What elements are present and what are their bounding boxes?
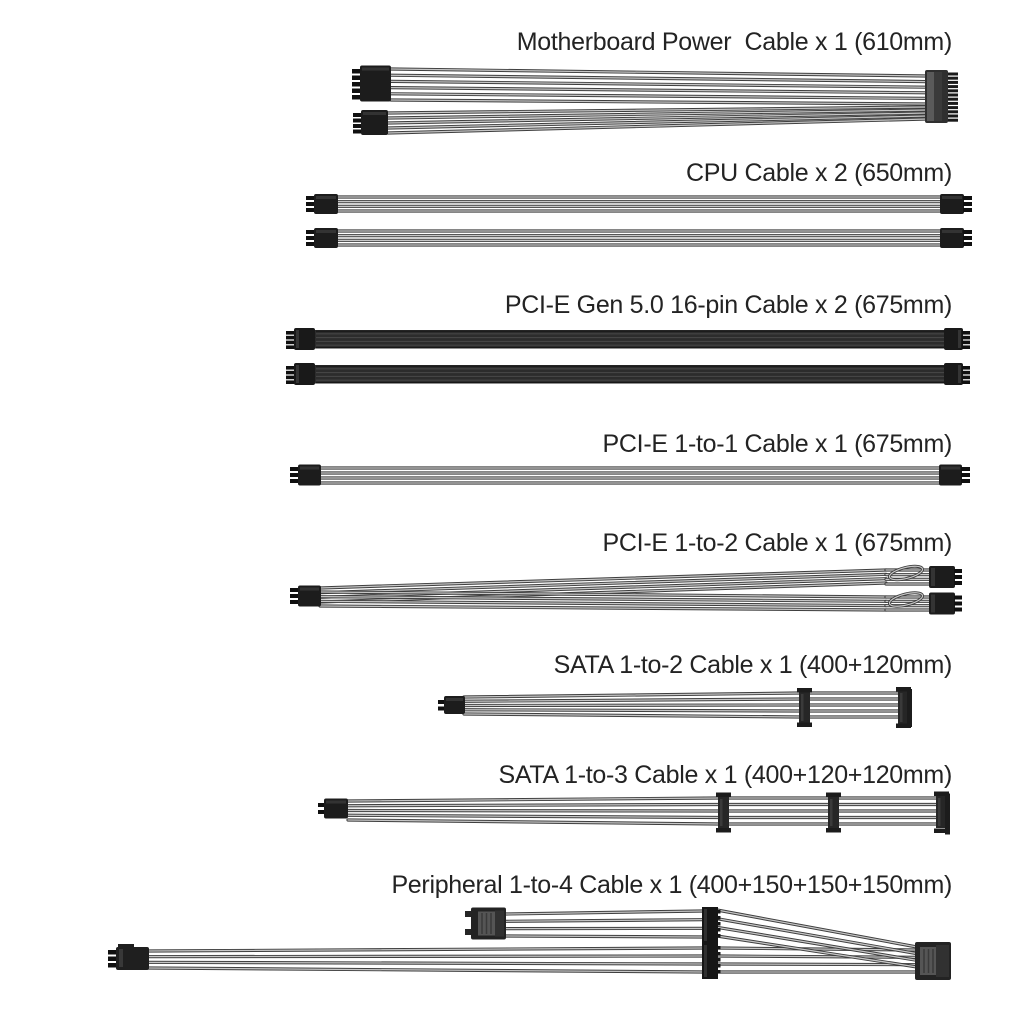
cable-wire [464,705,800,706]
wire-bundle [505,911,703,937]
label-motherboard-power-cable: Motherboard Power Cable x 1 (610mm) [516,28,952,56]
sata-connector-end [934,792,950,835]
sata-connector-mid-2 [826,793,841,833]
inline-connector-upper [702,907,721,943]
cable-wire [147,956,703,957]
molex-connector-end [915,942,951,980]
connector-8pin-right-2 [940,228,972,248]
connector-16pin-right-1 [944,328,970,350]
connector-psu-side-left [108,944,149,970]
connector-8pin-right [939,465,970,486]
connector-psu-side-left [438,696,465,714]
pcie-1to1-cable-art [290,465,970,486]
wire-bundle [729,798,829,824]
wire-bundle [388,107,927,133]
sleeved-ribbon-2 [314,365,946,384]
connector-24pin-right [925,70,958,123]
label-pcie-1to1-cable: PCI-E 1-to-1 Cable x 1 (675mm) [602,430,952,458]
label-peripheral-1to4-cable: Peripheral 1-to-4 Cable x 1 (400+150+150+150mm) [391,871,952,899]
label-pcie-1to2-cable: PCI-E 1-to-2 Cable x 1 (675mm) [602,529,952,557]
connector-psu-side-left [318,799,348,819]
motherboard-power-cable-art [352,66,958,136]
wire-bundle [147,948,703,972]
wire-bundle [809,693,899,717]
peripheral-1to4-cable-art [108,907,951,980]
cpu-cable-art [306,194,972,248]
sata-connector-mid-1 [716,793,731,833]
cable-wire [391,94,927,99]
wire-bundle [337,231,941,245]
connector-16pin-left-2 [286,363,315,385]
molex-connector-top [465,908,506,940]
sleeved-ribbon-1 [314,330,946,349]
pcie-1to2-cable-art [290,564,962,615]
wire-bundle [320,468,940,483]
wire-bundle [839,798,937,824]
cable-wire [348,811,719,812]
connector-8pin-right-upper [929,566,962,588]
label-cpu-cable: CPU Cable x 2 (650mm) [685,159,952,187]
pcie-gen5-cable-art [286,328,970,385]
connector-16pin-right-2 [944,363,970,385]
connector-16pin-left-1 [286,328,315,350]
sata-connector-end [896,687,912,728]
wire-bundle [464,693,800,717]
cable-wire [391,81,927,87]
wire-bundle [348,798,719,824]
label-pcie-gen5-cable: PCI-E Gen 5.0 16-pin Cable x 2 (675mm) [504,291,952,319]
wire-bundle [337,197,941,211]
sata-connector-mid [797,688,812,727]
connector-8pin-left [290,465,321,486]
label-sata-1to3-cable: SATA 1-to-3 Cable x 1 (400+120+120mm) [498,761,952,789]
connector-8pin-right-1 [940,194,972,214]
connector-10pin-left [353,110,388,135]
cable-wire [320,574,886,592]
sata-1to2-cable-art [438,687,912,728]
inline-connector-lower [702,943,721,979]
cable-wire [717,964,917,965]
connector-18pin-left [352,66,391,102]
connector-8pin-left-1 [306,194,338,214]
connector-8pin-left-2 [306,228,338,248]
sata-1to3-cable-art [318,792,950,835]
cable-wire [391,88,927,93]
wire-bundle [391,69,927,104]
label-sata-1to2-cable: SATA 1-to-2 Cable x 1 (400+120mm) [553,651,952,679]
connector-8pin-left [290,586,321,607]
connector-8pin-right-lower [929,593,962,615]
